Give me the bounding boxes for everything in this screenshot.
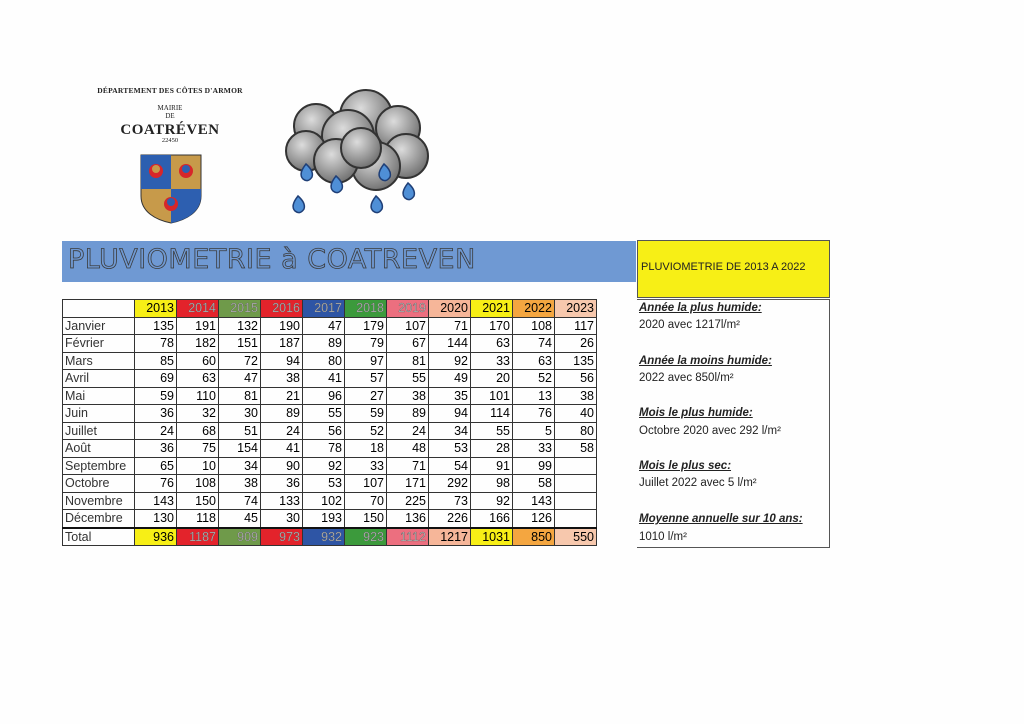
average-title: Moyenne annuelle sur 10 ans: bbox=[639, 513, 803, 525]
month-label: Décembre bbox=[63, 510, 135, 528]
rainfall-cell: 41 bbox=[303, 370, 345, 388]
year-header-row bbox=[63, 300, 597, 318]
rainfall-cell: 36 bbox=[135, 405, 177, 423]
page-title-banner bbox=[62, 241, 636, 282]
rainfall-cell: 54 bbox=[429, 457, 471, 475]
total-cell: 1187 bbox=[177, 528, 219, 546]
rainfall-cell bbox=[555, 457, 597, 475]
rainfall-cell: 40 bbox=[555, 405, 597, 423]
rainfall-cell: 101 bbox=[471, 387, 513, 405]
rainfall-cell: 53 bbox=[303, 475, 345, 493]
mairie-label bbox=[84, 104, 256, 120]
rainfall-cell: 74 bbox=[219, 492, 261, 510]
rainfall-cell: 20 bbox=[471, 370, 513, 388]
rainfall-cell: 74 bbox=[513, 335, 555, 353]
month-label: Avril bbox=[63, 370, 135, 388]
rainfall-cell: 108 bbox=[513, 317, 555, 335]
month-label: Mars bbox=[63, 352, 135, 370]
wettest-year-value: 2020 avec 1217l/m² bbox=[639, 319, 741, 331]
year-header-cell: 2022 bbox=[513, 300, 555, 318]
total-cell: 1217 bbox=[429, 528, 471, 546]
municipality-header bbox=[84, 86, 256, 144]
page-title: PLUVIOMETRIE à COATREVEN bbox=[68, 244, 476, 275]
total-cell: 1031 bbox=[471, 528, 513, 546]
rainfall-cell: 24 bbox=[387, 422, 429, 440]
rainfall-cell: 81 bbox=[387, 352, 429, 370]
rainfall-cell: 144 bbox=[429, 335, 471, 353]
rainfall-cell: 182 bbox=[177, 335, 219, 353]
rainfall-cell: 53 bbox=[429, 440, 471, 458]
rainfall-cell: 32 bbox=[177, 405, 219, 423]
rainfall-cell: 24 bbox=[261, 422, 303, 440]
rainfall-cell: 10 bbox=[177, 457, 219, 475]
table-row bbox=[63, 457, 597, 475]
rainfall-cell: 65 bbox=[135, 457, 177, 475]
total-cell: 973 bbox=[261, 528, 303, 546]
rainfall-cell: 94 bbox=[429, 405, 471, 423]
rainfall-cell: 38 bbox=[219, 475, 261, 493]
rainfall-cell bbox=[555, 475, 597, 493]
total-cell: 1112 bbox=[387, 528, 429, 546]
rainfall-cell: 76 bbox=[513, 405, 555, 423]
month-label: Septembre bbox=[63, 457, 135, 475]
rainfall-cell: 79 bbox=[345, 335, 387, 353]
rainfall-cell: 76 bbox=[135, 475, 177, 493]
rainfall-cell: 13 bbox=[513, 387, 555, 405]
total-row bbox=[63, 528, 597, 546]
rainfall-cell: 89 bbox=[303, 335, 345, 353]
rainfall-cell: 59 bbox=[135, 387, 177, 405]
rainfall-cell: 85 bbox=[135, 352, 177, 370]
total-cell: 850 bbox=[513, 528, 555, 546]
postcode: 22450 bbox=[161, 137, 179, 144]
rainfall-cell: 21 bbox=[261, 387, 303, 405]
rainfall-cell: 34 bbox=[219, 457, 261, 475]
year-header-cell: 2016 bbox=[261, 300, 303, 318]
rainfall-cell: 55 bbox=[471, 422, 513, 440]
rainfall-cell: 45 bbox=[219, 510, 261, 528]
total-cell: 932 bbox=[303, 528, 345, 546]
rainfall-cell: 179 bbox=[345, 317, 387, 335]
rainfall-cell: 67 bbox=[387, 335, 429, 353]
wettest-month-title: Mois le plus humide: bbox=[639, 407, 753, 419]
rainfall-cell bbox=[555, 510, 597, 528]
rainfall-cell: 102 bbox=[303, 492, 345, 510]
rainfall-cell: 48 bbox=[387, 440, 429, 458]
table-row bbox=[63, 510, 597, 528]
rainfall-cell: 150 bbox=[177, 492, 219, 510]
rainfall-cell: 28 bbox=[471, 440, 513, 458]
rain-cloud-icon bbox=[276, 86, 436, 221]
rainfall-cell: 80 bbox=[555, 422, 597, 440]
rainfall-cell: 225 bbox=[387, 492, 429, 510]
year-header-cell: 2023 bbox=[555, 300, 597, 318]
rainfall-cell: 59 bbox=[345, 405, 387, 423]
rainfall-cell: 30 bbox=[261, 510, 303, 528]
rainfall-cell: 56 bbox=[555, 370, 597, 388]
rainfall-cell: 26 bbox=[555, 335, 597, 353]
rainfall-cell: 52 bbox=[513, 370, 555, 388]
driest-month-value: Juillet 2022 avec 5 l/m² bbox=[639, 477, 757, 489]
rainfall-cell: 89 bbox=[387, 405, 429, 423]
rainfall-cell: 36 bbox=[135, 440, 177, 458]
wettest-month-value: Octobre 2020 avec 292 l/m² bbox=[639, 425, 781, 437]
rainfall-cell: 68 bbox=[177, 422, 219, 440]
town-name: COATRÉVEN bbox=[120, 122, 220, 138]
rainfall-cell: 80 bbox=[303, 352, 345, 370]
rainfall-cell: 136 bbox=[387, 510, 429, 528]
rainfall-cell: 63 bbox=[471, 335, 513, 353]
rainfall-cell: 18 bbox=[345, 440, 387, 458]
rainfall-cell: 135 bbox=[135, 317, 177, 335]
table-row bbox=[63, 335, 597, 353]
rainfall-cell: 143 bbox=[513, 492, 555, 510]
de-text: DE bbox=[165, 112, 175, 120]
rainfall-cell: 187 bbox=[261, 335, 303, 353]
rainfall-cell: 154 bbox=[219, 440, 261, 458]
table-row bbox=[63, 405, 597, 423]
month-label: Juillet bbox=[63, 422, 135, 440]
rainfall-cell: 72 bbox=[219, 352, 261, 370]
rainfall-cell: 193 bbox=[303, 510, 345, 528]
rainfall-cell: 55 bbox=[303, 405, 345, 423]
table-row bbox=[63, 440, 597, 458]
rainfall-cell: 150 bbox=[345, 510, 387, 528]
side-title-box bbox=[637, 240, 830, 298]
rainfall-cell: 38 bbox=[387, 387, 429, 405]
driest-year-value: 2022 avec 850l/m² bbox=[639, 372, 734, 384]
month-label: Février bbox=[63, 335, 135, 353]
driest-year-title: Année la moins humide: bbox=[639, 355, 772, 367]
average-value: 1010 l/m² bbox=[639, 531, 687, 543]
table-row bbox=[63, 387, 597, 405]
rainfall-table bbox=[62, 299, 597, 546]
rainfall-cell: 81 bbox=[219, 387, 261, 405]
table-row bbox=[63, 370, 597, 388]
year-header-cell: 2019 bbox=[387, 300, 429, 318]
rainfall-cell: 58 bbox=[555, 440, 597, 458]
rainfall-cell: 91 bbox=[471, 457, 513, 475]
rainfall-cell: 130 bbox=[135, 510, 177, 528]
total-cell: 550 bbox=[555, 528, 597, 546]
table-row bbox=[63, 475, 597, 493]
rainfall-cell: 92 bbox=[303, 457, 345, 475]
rainfall-cell: 96 bbox=[303, 387, 345, 405]
corner-cell bbox=[63, 300, 135, 318]
rainfall-cell: 92 bbox=[471, 492, 513, 510]
rainfall-cell: 171 bbox=[387, 475, 429, 493]
rainfall-cell: 47 bbox=[303, 317, 345, 335]
rainfall-cell: 52 bbox=[345, 422, 387, 440]
rainfall-cell: 30 bbox=[219, 405, 261, 423]
mairie-text: MAIRIE bbox=[157, 104, 183, 112]
rainfall-cell: 226 bbox=[429, 510, 471, 528]
summary-notes bbox=[637, 299, 830, 548]
rainfall-cell: 38 bbox=[261, 370, 303, 388]
rainfall-cell: 47 bbox=[219, 370, 261, 388]
rainfall-cell: 292 bbox=[429, 475, 471, 493]
wettest-year-title: Année la plus humide: bbox=[639, 302, 762, 314]
rainfall-cell: 143 bbox=[135, 492, 177, 510]
rainfall-cell: 38 bbox=[555, 387, 597, 405]
rainfall-cell: 90 bbox=[261, 457, 303, 475]
rainfall-cell: 73 bbox=[429, 492, 471, 510]
rainfall-cell: 132 bbox=[219, 317, 261, 335]
table-row bbox=[63, 352, 597, 370]
rainfall-cell: 33 bbox=[345, 457, 387, 475]
rainfall-cell: 117 bbox=[555, 317, 597, 335]
rainfall-cell: 98 bbox=[471, 475, 513, 493]
rainfall-cell: 78 bbox=[135, 335, 177, 353]
month-label: Mai bbox=[63, 387, 135, 405]
rainfall-cell: 107 bbox=[345, 475, 387, 493]
rainfall-cell: 92 bbox=[429, 352, 471, 370]
rainfall-cell bbox=[555, 492, 597, 510]
rainfall-cell: 107 bbox=[387, 317, 429, 335]
rainfall-cell: 34 bbox=[429, 422, 471, 440]
month-label: Janvier bbox=[63, 317, 135, 335]
table-row bbox=[63, 317, 597, 335]
rainfall-cell: 97 bbox=[345, 352, 387, 370]
rainfall-cell: 190 bbox=[261, 317, 303, 335]
rainfall-cell: 51 bbox=[219, 422, 261, 440]
rainfall-cell: 94 bbox=[261, 352, 303, 370]
rainfall-cell: 70 bbox=[345, 492, 387, 510]
rainfall-cell: 35 bbox=[429, 387, 471, 405]
rainfall-cell: 36 bbox=[261, 475, 303, 493]
side-title: PLUVIOMETRIE DE 2013 A 2022 bbox=[641, 261, 806, 273]
rainfall-cell: 126 bbox=[513, 510, 555, 528]
rainfall-cell: 60 bbox=[177, 352, 219, 370]
rainfall-cell: 41 bbox=[261, 440, 303, 458]
driest-month-title: Mois le plus sec: bbox=[639, 460, 732, 472]
total-cell: 909 bbox=[219, 528, 261, 546]
rainfall-cell: 5 bbox=[513, 422, 555, 440]
year-header-cell: 2017 bbox=[303, 300, 345, 318]
year-header-cell: 2021 bbox=[471, 300, 513, 318]
rainfall-cell: 89 bbox=[261, 405, 303, 423]
total-cell: 936 bbox=[135, 528, 177, 546]
year-header-cell: 2018 bbox=[345, 300, 387, 318]
rainfall-cell: 56 bbox=[303, 422, 345, 440]
rainfall-cell: 55 bbox=[387, 370, 429, 388]
rainfall-cell: 118 bbox=[177, 510, 219, 528]
month-label: Juin bbox=[63, 405, 135, 423]
rainfall-cell: 99 bbox=[513, 457, 555, 475]
department-name: DÉPARTEMENT DES CÔTES D'ARMOR bbox=[97, 86, 243, 95]
total-cell: 923 bbox=[345, 528, 387, 546]
rainfall-cell: 33 bbox=[471, 352, 513, 370]
rainfall-cell: 33 bbox=[513, 440, 555, 458]
year-header-cell: 2015 bbox=[219, 300, 261, 318]
year-header-cell: 2020 bbox=[429, 300, 471, 318]
table-row bbox=[63, 492, 597, 510]
rainfall-cell: 63 bbox=[177, 370, 219, 388]
rainfall-cell: 78 bbox=[303, 440, 345, 458]
rainfall-cell: 24 bbox=[135, 422, 177, 440]
rainfall-cell: 151 bbox=[219, 335, 261, 353]
rainfall-cell: 58 bbox=[513, 475, 555, 493]
rainfall-cell: 63 bbox=[513, 352, 555, 370]
year-header-cell: 2013 bbox=[135, 300, 177, 318]
rainfall-cell: 108 bbox=[177, 475, 219, 493]
total-label: Total bbox=[63, 528, 135, 546]
rainfall-cell: 166 bbox=[471, 510, 513, 528]
rainfall-cell: 170 bbox=[471, 317, 513, 335]
rainfall-cell: 49 bbox=[429, 370, 471, 388]
rainfall-cell: 57 bbox=[345, 370, 387, 388]
rainfall-cell: 133 bbox=[261, 492, 303, 510]
rainfall-cell: 135 bbox=[555, 352, 597, 370]
rainfall-cell: 110 bbox=[177, 387, 219, 405]
rainfall-cell: 75 bbox=[177, 440, 219, 458]
rainfall-cell: 191 bbox=[177, 317, 219, 335]
year-header-cell: 2014 bbox=[177, 300, 219, 318]
rainfall-cell: 27 bbox=[345, 387, 387, 405]
table-row bbox=[63, 422, 597, 440]
rainfall-cell: 114 bbox=[471, 405, 513, 423]
month-label: Novembre bbox=[63, 492, 135, 510]
rainfall-cell: 69 bbox=[135, 370, 177, 388]
coat-of-arms-icon bbox=[140, 154, 202, 224]
month-label: Octobre bbox=[63, 475, 135, 493]
rainfall-cell: 71 bbox=[429, 317, 471, 335]
month-label: Août bbox=[63, 440, 135, 458]
rainfall-cell: 71 bbox=[387, 457, 429, 475]
